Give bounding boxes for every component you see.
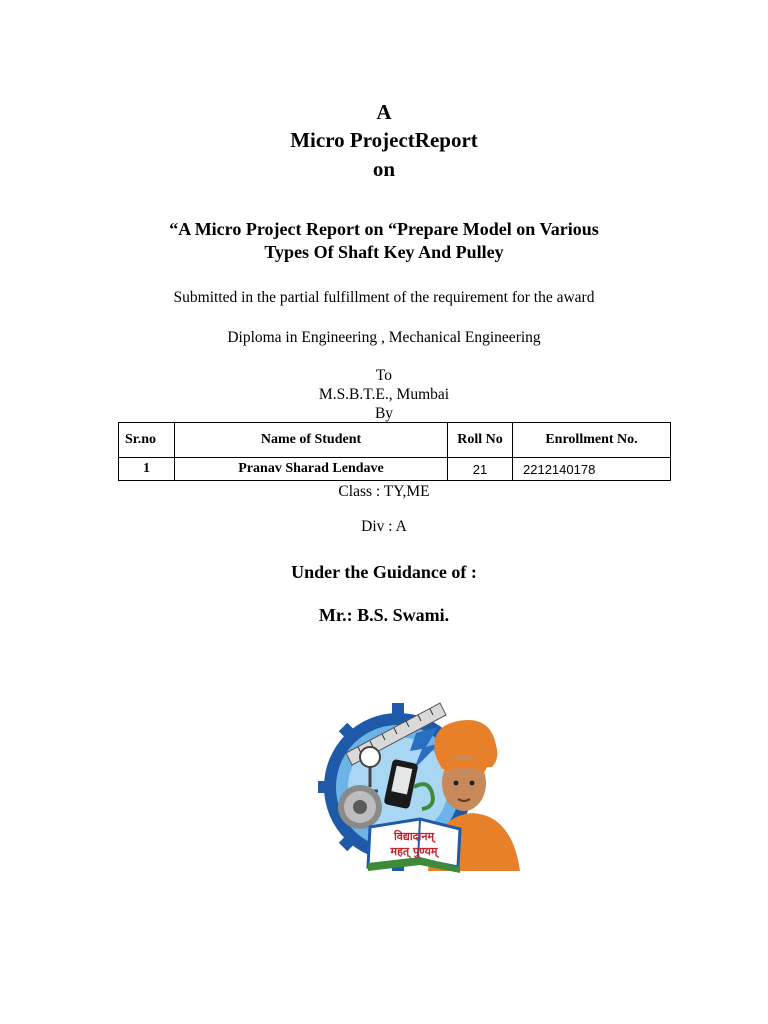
to-text: To	[375, 367, 393, 384]
table-cell-srno: 1	[119, 458, 175, 481]
table-row	[119, 458, 671, 481]
motto-line1: विद्यादानम्	[393, 830, 435, 843]
submitted-text: Submitted in the partial fulfillment of the requirement for the award	[173, 289, 595, 306]
table-header-enrollment: Enrollment No.	[513, 423, 671, 458]
title-a: A	[376, 100, 392, 124]
table-header-rollno: Roll No	[448, 423, 513, 458]
table-header-srno: Sr.no	[119, 423, 175, 458]
table-header-name: Name of Student	[175, 423, 448, 458]
table-cell-enrollment: 2212140178	[513, 458, 671, 481]
board-text: M.S.B.T.E., Mumbai	[318, 386, 450, 403]
diploma-text: Diploma in Engineering , Mechanical Engineering	[227, 329, 541, 346]
project-title-line1: “A Micro Project Report on “Prepare Model on Various	[169, 219, 599, 239]
class-text: Class : TY,ME	[338, 483, 430, 500]
table-cell-rollno: 21	[448, 458, 513, 481]
motto-line2: महत् पुण्यम्	[390, 845, 438, 858]
table-header-row	[119, 423, 671, 458]
table-cell-name: Pranav Sharad Lendave	[175, 458, 448, 481]
title-micro-project-report: Micro ProjectReport	[290, 128, 478, 152]
student-table	[118, 422, 671, 481]
cog-icon	[338, 785, 382, 829]
institute-logo	[318, 695, 523, 880]
by-text: By	[374, 405, 394, 422]
guide-name: Mr.: B.S. Swami.	[318, 605, 450, 625]
div-text: Div : A	[361, 518, 407, 535]
project-title-line2: Types Of Shaft Key And Pulley	[264, 242, 504, 262]
guidance-label: Under the Guidance of :	[291, 562, 477, 582]
title-on: on	[372, 157, 396, 181]
